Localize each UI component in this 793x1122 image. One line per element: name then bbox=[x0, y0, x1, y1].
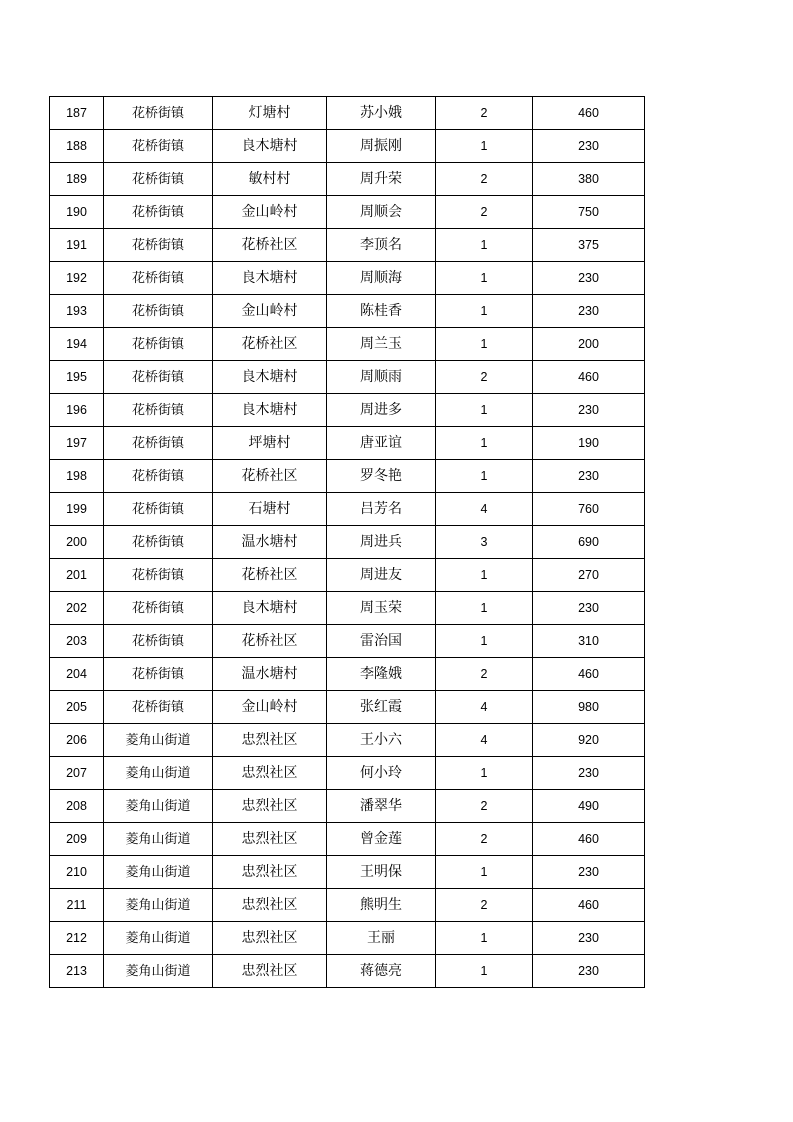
table-row bbox=[50, 625, 645, 658]
cell-person-name: 王明保 bbox=[327, 856, 436, 889]
cell-person-name: 周振刚 bbox=[327, 130, 436, 163]
cell-household-size: 1 bbox=[436, 856, 533, 889]
cell-amount: 460 bbox=[533, 361, 645, 394]
cell-amount: 375 bbox=[533, 229, 645, 262]
cell-household-size: 2 bbox=[436, 658, 533, 691]
cell-serial-number: 209 bbox=[50, 823, 104, 856]
table-row bbox=[50, 526, 645, 559]
cell-amount: 270 bbox=[533, 559, 645, 592]
cell-household-size: 4 bbox=[436, 691, 533, 724]
cell-amount: 760 bbox=[533, 493, 645, 526]
cell-serial-number: 198 bbox=[50, 460, 104, 493]
cell-serial-number: 188 bbox=[50, 130, 104, 163]
cell-person-name: 李顶名 bbox=[327, 229, 436, 262]
cell-person-name: 苏小娥 bbox=[327, 97, 436, 130]
cell-household-size: 1 bbox=[436, 295, 533, 328]
cell-household-size: 4 bbox=[436, 724, 533, 757]
cell-town: 花桥街镇 bbox=[104, 394, 213, 427]
cell-serial-number: 208 bbox=[50, 790, 104, 823]
cell-amount: 380 bbox=[533, 163, 645, 196]
cell-amount: 980 bbox=[533, 691, 645, 724]
cell-serial-number: 210 bbox=[50, 856, 104, 889]
cell-village: 花桥社区 bbox=[213, 328, 327, 361]
table-row bbox=[50, 460, 645, 493]
cell-town: 花桥街镇 bbox=[104, 163, 213, 196]
cell-amount: 460 bbox=[533, 97, 645, 130]
cell-village: 石塘村 bbox=[213, 493, 327, 526]
cell-amount: 750 bbox=[533, 196, 645, 229]
table-row bbox=[50, 427, 645, 460]
cell-household-size: 2 bbox=[436, 163, 533, 196]
cell-person-name: 熊明生 bbox=[327, 889, 436, 922]
cell-town: 花桥街镇 bbox=[104, 328, 213, 361]
cell-town: 花桥街镇 bbox=[104, 691, 213, 724]
cell-town: 菱角山街道 bbox=[104, 856, 213, 889]
cell-town: 花桥街镇 bbox=[104, 262, 213, 295]
cell-amount: 230 bbox=[533, 592, 645, 625]
cell-serial-number: 204 bbox=[50, 658, 104, 691]
cell-amount: 230 bbox=[533, 130, 645, 163]
table-row bbox=[50, 922, 645, 955]
cell-household-size: 2 bbox=[436, 97, 533, 130]
cell-amount: 490 bbox=[533, 790, 645, 823]
cell-household-size: 1 bbox=[436, 427, 533, 460]
cell-town: 菱角山街道 bbox=[104, 889, 213, 922]
cell-town: 花桥街镇 bbox=[104, 196, 213, 229]
table-row bbox=[50, 790, 645, 823]
cell-serial-number: 190 bbox=[50, 196, 104, 229]
table-row bbox=[50, 295, 645, 328]
cell-village: 花桥社区 bbox=[213, 460, 327, 493]
cell-village: 花桥社区 bbox=[213, 229, 327, 262]
cell-person-name: 周升荣 bbox=[327, 163, 436, 196]
cell-village: 金山岭村 bbox=[213, 196, 327, 229]
cell-household-size: 1 bbox=[436, 229, 533, 262]
table-row bbox=[50, 229, 645, 262]
table-row bbox=[50, 889, 645, 922]
cell-household-size: 1 bbox=[436, 757, 533, 790]
cell-amount: 460 bbox=[533, 889, 645, 922]
cell-serial-number: 191 bbox=[50, 229, 104, 262]
cell-town: 菱角山街道 bbox=[104, 955, 213, 988]
cell-town: 菱角山街道 bbox=[104, 922, 213, 955]
table-row bbox=[50, 130, 645, 163]
cell-village: 金山岭村 bbox=[213, 295, 327, 328]
cell-household-size: 4 bbox=[436, 493, 533, 526]
cell-village: 良木塘村 bbox=[213, 262, 327, 295]
cell-village: 忠烈社区 bbox=[213, 856, 327, 889]
table-row bbox=[50, 856, 645, 889]
cell-town: 花桥街镇 bbox=[104, 625, 213, 658]
table-row bbox=[50, 361, 645, 394]
cell-town: 花桥街镇 bbox=[104, 592, 213, 625]
cell-village: 温水塘村 bbox=[213, 658, 327, 691]
cell-person-name: 罗冬艳 bbox=[327, 460, 436, 493]
cell-amount: 460 bbox=[533, 658, 645, 691]
cell-serial-number: 202 bbox=[50, 592, 104, 625]
cell-person-name: 吕芳名 bbox=[327, 493, 436, 526]
cell-person-name: 曾金莲 bbox=[327, 823, 436, 856]
cell-town: 菱角山街道 bbox=[104, 757, 213, 790]
cell-serial-number: 212 bbox=[50, 922, 104, 955]
cell-village: 坪塘村 bbox=[213, 427, 327, 460]
cell-household-size: 1 bbox=[436, 130, 533, 163]
cell-town: 花桥街镇 bbox=[104, 493, 213, 526]
cell-town: 菱角山街道 bbox=[104, 790, 213, 823]
cell-amount: 920 bbox=[533, 724, 645, 757]
cell-town: 花桥街镇 bbox=[104, 130, 213, 163]
cell-serial-number: 206 bbox=[50, 724, 104, 757]
cell-amount: 230 bbox=[533, 262, 645, 295]
cell-town: 花桥街镇 bbox=[104, 427, 213, 460]
cell-household-size: 1 bbox=[436, 922, 533, 955]
cell-village: 忠烈社区 bbox=[213, 790, 327, 823]
table-row bbox=[50, 757, 645, 790]
cell-serial-number: 207 bbox=[50, 757, 104, 790]
table-row bbox=[50, 493, 645, 526]
cell-household-size: 2 bbox=[436, 790, 533, 823]
cell-person-name: 周进多 bbox=[327, 394, 436, 427]
cell-amount: 230 bbox=[533, 394, 645, 427]
cell-person-name: 周进友 bbox=[327, 559, 436, 592]
cell-household-size: 1 bbox=[436, 460, 533, 493]
cell-person-name: 李隆娥 bbox=[327, 658, 436, 691]
cell-village: 忠烈社区 bbox=[213, 724, 327, 757]
table-body bbox=[50, 97, 645, 988]
table-row bbox=[50, 724, 645, 757]
cell-village: 忠烈社区 bbox=[213, 823, 327, 856]
table-row bbox=[50, 328, 645, 361]
cell-household-size: 1 bbox=[436, 328, 533, 361]
cell-person-name: 周玉荣 bbox=[327, 592, 436, 625]
cell-village: 良木塘村 bbox=[213, 394, 327, 427]
cell-household-size: 1 bbox=[436, 262, 533, 295]
cell-household-size: 2 bbox=[436, 823, 533, 856]
table-row bbox=[50, 163, 645, 196]
cell-town: 花桥街镇 bbox=[104, 97, 213, 130]
cell-town: 花桥街镇 bbox=[104, 361, 213, 394]
cell-household-size: 1 bbox=[436, 625, 533, 658]
cell-village: 良木塘村 bbox=[213, 592, 327, 625]
cell-village: 灯塘村 bbox=[213, 97, 327, 130]
cell-person-name: 潘翠华 bbox=[327, 790, 436, 823]
cell-person-name: 周兰玉 bbox=[327, 328, 436, 361]
cell-person-name: 王丽 bbox=[327, 922, 436, 955]
cell-serial-number: 205 bbox=[50, 691, 104, 724]
table-row bbox=[50, 691, 645, 724]
cell-village: 忠烈社区 bbox=[213, 757, 327, 790]
table-row bbox=[50, 592, 645, 625]
cell-serial-number: 200 bbox=[50, 526, 104, 559]
cell-amount: 190 bbox=[533, 427, 645, 460]
table-row bbox=[50, 955, 645, 988]
cell-person-name: 周顺海 bbox=[327, 262, 436, 295]
cell-person-name: 周顺会 bbox=[327, 196, 436, 229]
cell-household-size: 1 bbox=[436, 394, 533, 427]
cell-person-name: 周顺雨 bbox=[327, 361, 436, 394]
table-row bbox=[50, 394, 645, 427]
cell-person-name: 蒋德亮 bbox=[327, 955, 436, 988]
cell-town: 菱角山街道 bbox=[104, 823, 213, 856]
cell-amount: 460 bbox=[533, 823, 645, 856]
cell-village: 良木塘村 bbox=[213, 361, 327, 394]
cell-person-name: 何小玲 bbox=[327, 757, 436, 790]
relief-list-table bbox=[49, 96, 645, 988]
table-row bbox=[50, 823, 645, 856]
table-row bbox=[50, 559, 645, 592]
cell-serial-number: 201 bbox=[50, 559, 104, 592]
cell-town: 花桥街镇 bbox=[104, 559, 213, 592]
cell-village: 敏村村 bbox=[213, 163, 327, 196]
cell-village: 金山岭村 bbox=[213, 691, 327, 724]
cell-town: 花桥街镇 bbox=[104, 229, 213, 262]
cell-serial-number: 195 bbox=[50, 361, 104, 394]
cell-person-name: 陈桂香 bbox=[327, 295, 436, 328]
cell-household-size: 1 bbox=[436, 955, 533, 988]
cell-town: 菱角山街道 bbox=[104, 724, 213, 757]
cell-amount: 690 bbox=[533, 526, 645, 559]
cell-village: 良木塘村 bbox=[213, 130, 327, 163]
cell-village: 忠烈社区 bbox=[213, 922, 327, 955]
cell-household-size: 1 bbox=[436, 592, 533, 625]
cell-town: 花桥街镇 bbox=[104, 295, 213, 328]
cell-amount: 230 bbox=[533, 757, 645, 790]
cell-serial-number: 193 bbox=[50, 295, 104, 328]
cell-town: 花桥街镇 bbox=[104, 658, 213, 691]
cell-village: 花桥社区 bbox=[213, 559, 327, 592]
cell-town: 花桥街镇 bbox=[104, 460, 213, 493]
table-row bbox=[50, 196, 645, 229]
cell-village: 忠烈社区 bbox=[213, 955, 327, 988]
cell-serial-number: 189 bbox=[50, 163, 104, 196]
table-row bbox=[50, 97, 645, 130]
cell-serial-number: 192 bbox=[50, 262, 104, 295]
cell-serial-number: 197 bbox=[50, 427, 104, 460]
cell-serial-number: 187 bbox=[50, 97, 104, 130]
cell-amount: 230 bbox=[533, 295, 645, 328]
cell-person-name: 张红霞 bbox=[327, 691, 436, 724]
cell-amount: 230 bbox=[533, 955, 645, 988]
cell-serial-number: 203 bbox=[50, 625, 104, 658]
cell-household-size: 2 bbox=[436, 361, 533, 394]
cell-amount: 230 bbox=[533, 460, 645, 493]
table-row bbox=[50, 658, 645, 691]
cell-household-size: 1 bbox=[436, 559, 533, 592]
cell-town: 花桥街镇 bbox=[104, 526, 213, 559]
cell-serial-number: 199 bbox=[50, 493, 104, 526]
cell-serial-number: 196 bbox=[50, 394, 104, 427]
cell-person-name: 王小六 bbox=[327, 724, 436, 757]
cell-amount: 310 bbox=[533, 625, 645, 658]
cell-village: 温水塘村 bbox=[213, 526, 327, 559]
table-row bbox=[50, 262, 645, 295]
cell-household-size: 2 bbox=[436, 196, 533, 229]
cell-person-name: 周进兵 bbox=[327, 526, 436, 559]
cell-serial-number: 211 bbox=[50, 889, 104, 922]
cell-village: 忠烈社区 bbox=[213, 889, 327, 922]
cell-village: 花桥社区 bbox=[213, 625, 327, 658]
cell-amount: 230 bbox=[533, 856, 645, 889]
cell-household-size: 3 bbox=[436, 526, 533, 559]
cell-amount: 230 bbox=[533, 922, 645, 955]
cell-person-name: 雷治国 bbox=[327, 625, 436, 658]
cell-household-size: 2 bbox=[436, 889, 533, 922]
cell-person-name: 唐亚谊 bbox=[327, 427, 436, 460]
cell-amount: 200 bbox=[533, 328, 645, 361]
cell-serial-number: 213 bbox=[50, 955, 104, 988]
cell-serial-number: 194 bbox=[50, 328, 104, 361]
